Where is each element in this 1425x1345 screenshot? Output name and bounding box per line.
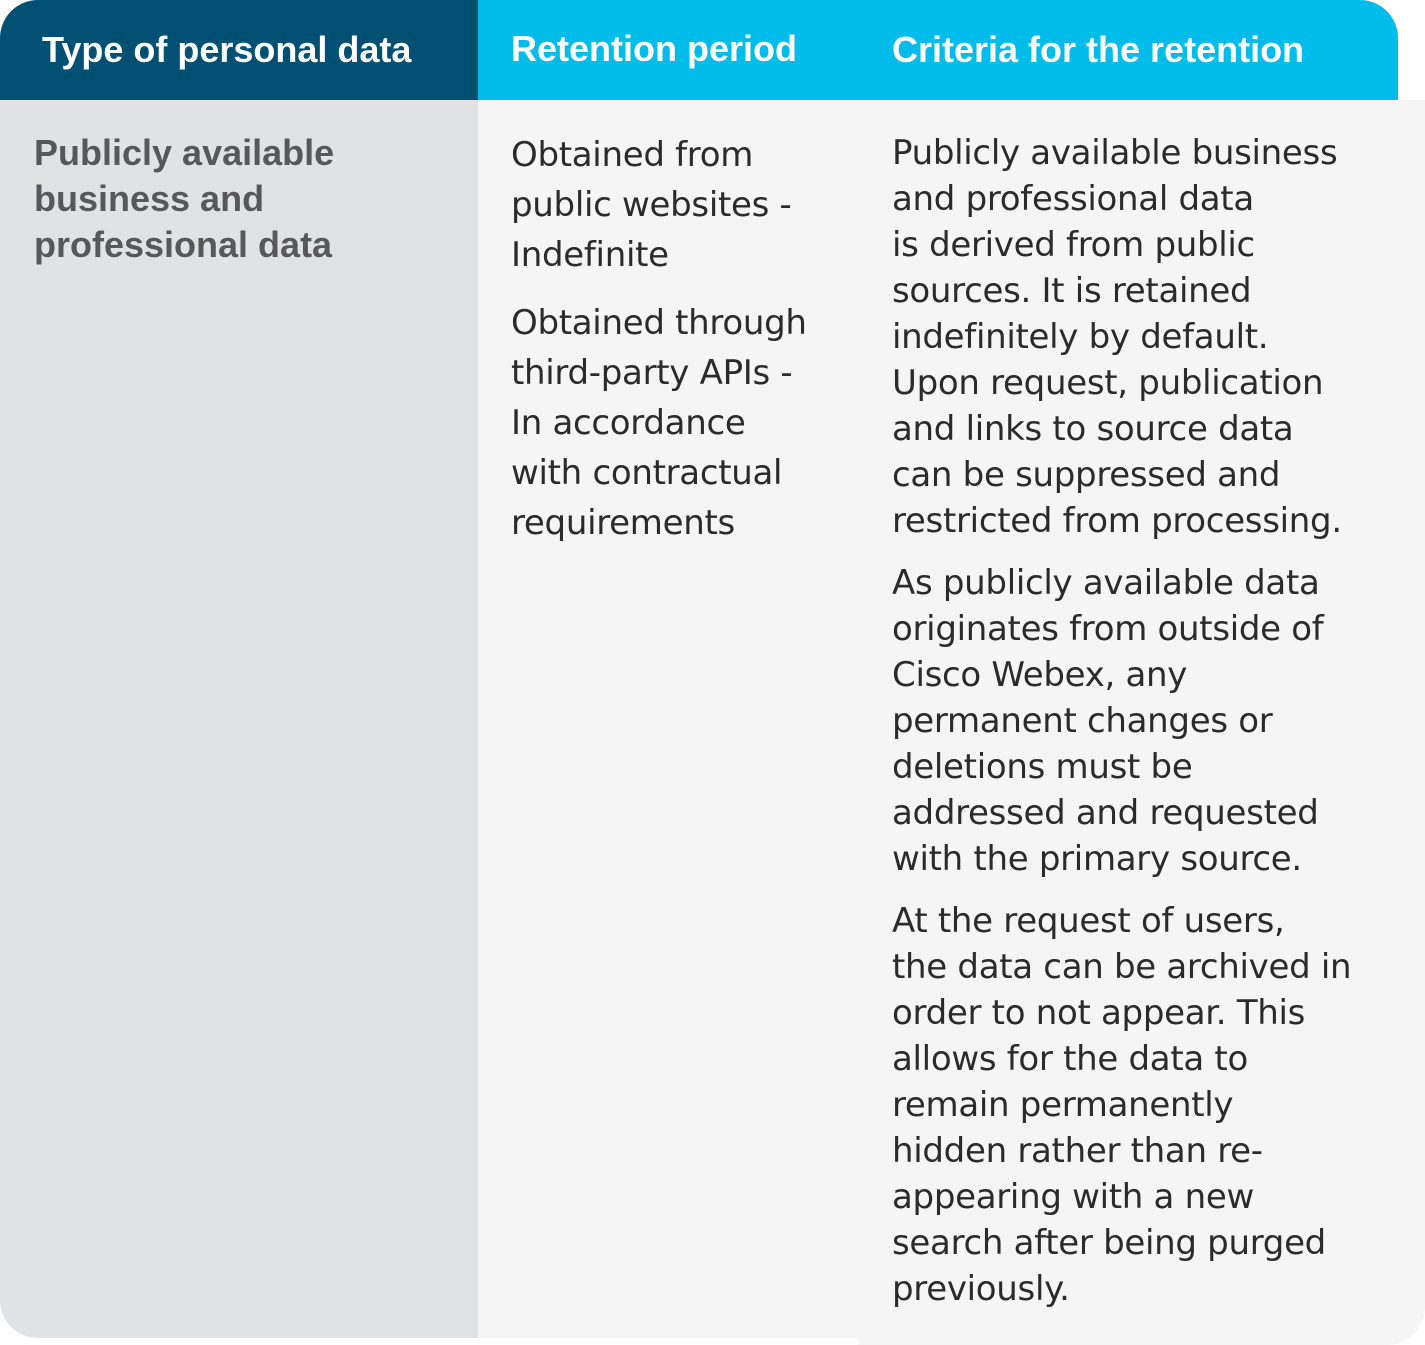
- text-line: with the primary source.: [892, 839, 1302, 879]
- text-line: and links to source data: [892, 409, 1294, 449]
- header-criteria-for-retention: Criteria for the retention: [858, 0, 1398, 100]
- text-line: Obtained from: [511, 135, 754, 175]
- text-line: indefinitely by default.: [892, 317, 1269, 357]
- cell-retention-period: [478, 100, 858, 1338]
- text-line: sources. It is retained: [892, 271, 1252, 311]
- text-line: Publicly available business: [892, 133, 1338, 173]
- text-line: is derived from public: [892, 225, 1255, 265]
- text-line: and professional data: [892, 179, 1254, 219]
- text-line: search after being purged: [892, 1223, 1326, 1263]
- text-line: Cisco Webex, any: [892, 655, 1188, 695]
- retention-paragraph: [511, 298, 858, 548]
- text-line: In accordance: [511, 403, 746, 443]
- text-line: the data can be archived in: [892, 947, 1352, 987]
- text-line: allows for the data to: [892, 1039, 1248, 1079]
- header-type-of-personal-data: Type of personal data: [0, 0, 478, 100]
- text-line: order to not appear. This: [892, 993, 1306, 1033]
- text-line: requirements: [511, 503, 735, 543]
- text-line: previously.: [892, 1269, 1070, 1309]
- type-label-line: professional data: [34, 224, 333, 265]
- header-retention-period: Retention period: [478, 0, 858, 100]
- text-line: addressed and requested: [892, 793, 1319, 833]
- text-line: appearing with a new: [892, 1177, 1254, 1217]
- type-label: [34, 130, 478, 268]
- type-label-line: Publicly available: [34, 132, 335, 173]
- text-line: permanent changes or: [892, 701, 1273, 741]
- criteria-paragraph: [892, 130, 1425, 544]
- cell-type-of-personal-data: [0, 100, 478, 1338]
- text-line: third-party APIs -: [511, 353, 793, 393]
- text-line: can be suppressed and: [892, 455, 1281, 495]
- text-line: At the request of users,: [892, 901, 1285, 941]
- text-line: hidden rather than re-: [892, 1131, 1263, 1171]
- text-line: As publicly available data: [892, 563, 1320, 603]
- type-label-line: business and: [34, 178, 265, 219]
- retention-paragraph: [511, 130, 858, 280]
- text-line: with contractual: [511, 453, 783, 493]
- text-line: restricted from processing.: [892, 501, 1342, 541]
- text-line: remain permanently: [892, 1085, 1234, 1125]
- text-line: Obtained through: [511, 303, 807, 343]
- criteria-paragraph: [892, 898, 1425, 1312]
- text-line: Indefinite: [511, 235, 669, 275]
- text-line: Upon request, publication: [892, 363, 1324, 403]
- criteria-paragraph: [892, 560, 1425, 882]
- cell-criteria-for-retention: [858, 100, 1425, 1345]
- text-line: deletions must be: [892, 747, 1193, 787]
- text-line: public websites -: [511, 185, 792, 225]
- text-line: originates from outside of: [892, 609, 1324, 649]
